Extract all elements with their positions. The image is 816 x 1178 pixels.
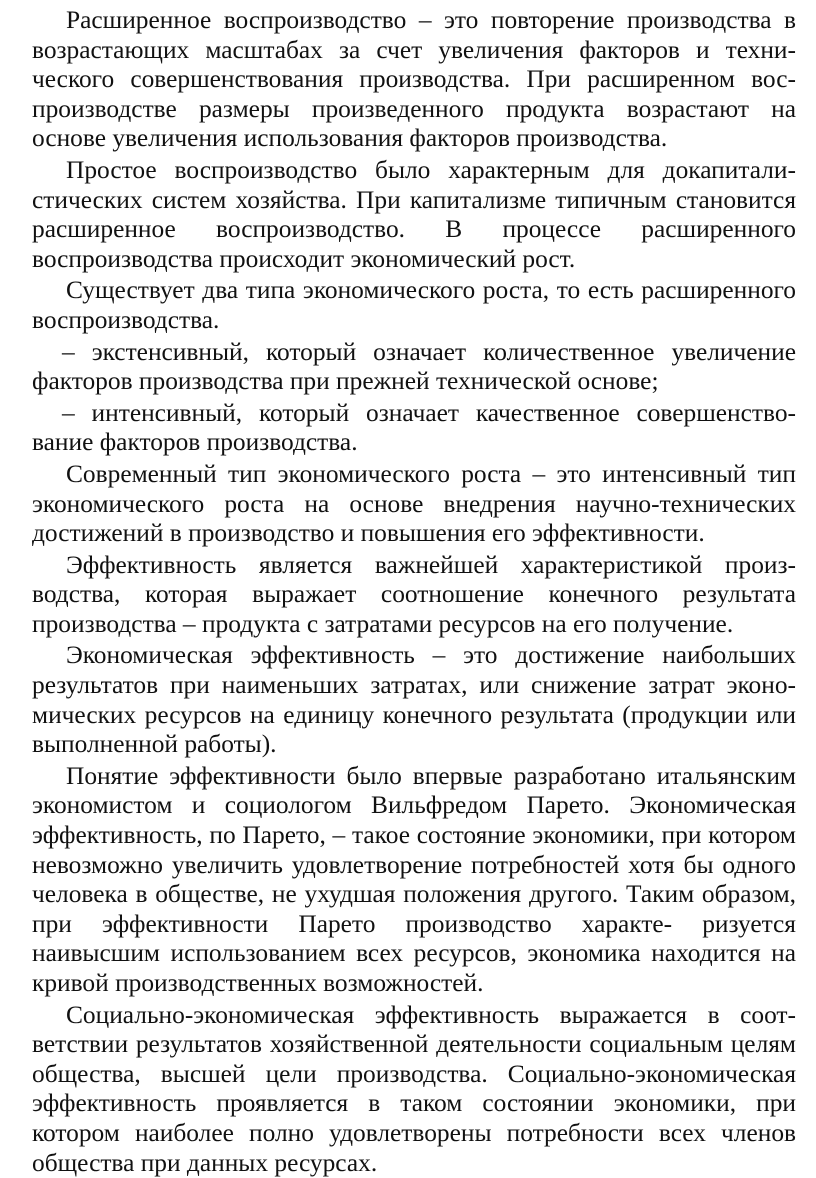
paragraph-simple-reproduction: Простое воспроизводство было характерным для докапиталистических систем хозяйства. При капитализме типичным становится расширенное воспроизводство. В процессе расширенного воспроизводства происходит экономический рост. <box>32 155 796 273</box>
paragraph-socio-economic: Социально-экономическая эффективность выражается в соответствии результатов хозяйственной деятельности социальным целям общества, высшей цели производства. Социально-экономическая эффективность проявляется в таком состоянии экономики, при котором наиболее полно удовлетворены потребности всех членов общества при данных ресурсах. <box>32 1000 796 1177</box>
paragraph-extended-reproduction: Расширенное воспроизводство – это повторение производства в возрастающих масштабах за счет увеличения факторов и технического совершенствования производства. При расширенном воспроизводстве размеры произведенного продукта возрастают на основе увеличения использования факторов производства. <box>32 6 796 153</box>
paragraph-pareto: Понятие эффективности было впервые разработано итальянским экономистом и социологом Вильфредом Парето. Экономическая эффективность, по Парето, – такое состояние экономики, при котором невозможно увеличить удовлетворение потребностей хотя бы одного человека в обществе, не ухудшая положения другого. Таким образом, при эффективности Парето производство характе- ризуется наивысшим использованием всех ресурсов, экономика находится на кривой производственных возможностей. <box>32 761 796 997</box>
list-item-extensive: – экстенсивный, который означает количественное увеличение факторов производства при прежней технической основе; <box>32 337 796 396</box>
paragraph-growth-types: Существует два типа экономического роста, то есть расширенного воспроизводства. <box>32 276 796 334</box>
paragraph-efficiency: Эффективность является важнейшей характеристикой производства, которая выражает соотношение конечного результата производства – продукта с затратами ресурсов на его получение. <box>32 550 796 638</box>
list-item-intensive: – интенсивный, который означает качественное совершенствование факторов производства. <box>32 398 796 457</box>
paragraph-modern-growth: Современный тип экономического роста – это интенсивный тип экономического роста на основе внедрения научно-технических достижений в производство и повышения его эффективности. <box>32 459 796 548</box>
paragraph-economic-efficiency: Экономическая эффективность – это достижение наибольших результатов при наименьших затратах, или снижение затрат экономических ресурсов на единицу конечного результата (продукции или выполненной работы). <box>32 641 796 759</box>
